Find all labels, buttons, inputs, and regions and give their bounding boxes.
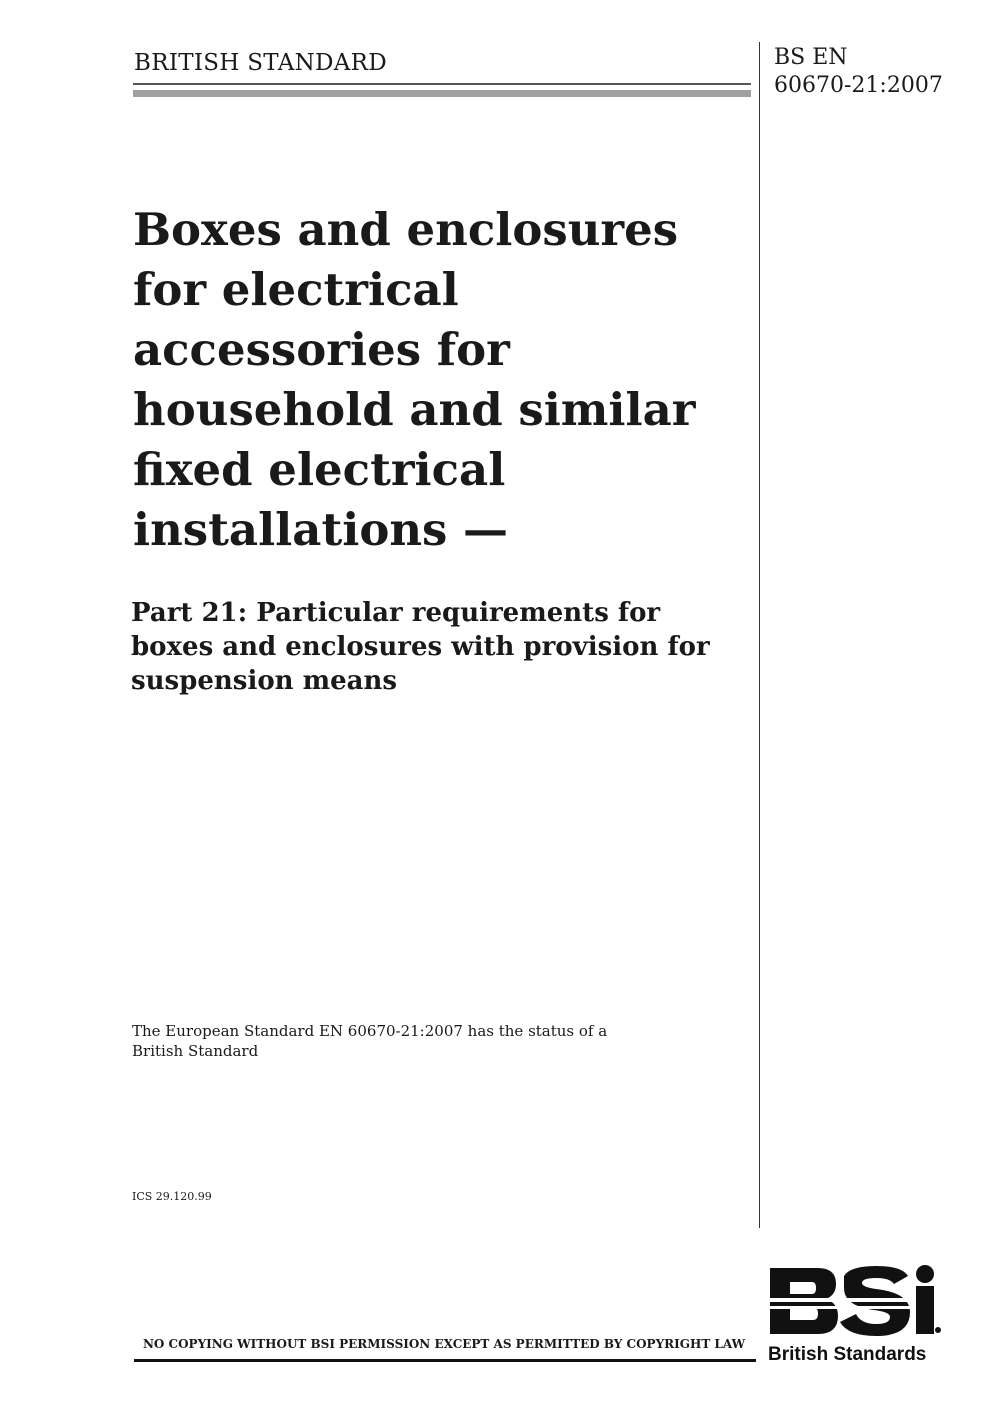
vertical-divider xyxy=(759,42,760,1228)
title-line: installations — xyxy=(133,503,509,556)
title-line: fixed electrical xyxy=(133,443,506,496)
subtitle-line: boxes and enclosures with provision for xyxy=(131,632,710,662)
title-line: accessories for xyxy=(133,323,510,376)
status-note-line: British Standard xyxy=(132,1042,259,1060)
copyright-notice: NO COPYING WITHOUT BSI PERMISSION EXCEPT AS PERMITTED BY COPYRIGHT LAW xyxy=(142,1337,746,1351)
standard-number xyxy=(774,44,974,100)
status-note-line: The European Standard EN 60670-21:2007 has the status of a xyxy=(132,1022,608,1040)
document-title xyxy=(133,200,743,560)
header-label: BRITISH STANDARD xyxy=(134,50,388,76)
logo-caption: British Standards xyxy=(768,1344,927,1365)
standard-number-line-1: BS EN xyxy=(774,45,848,70)
document-subtitle xyxy=(131,596,751,698)
title-line: household and similar xyxy=(133,383,696,436)
subtitle-line: Part 21: Particular requirements for xyxy=(131,598,661,628)
title-line: Boxes and enclosures xyxy=(133,203,679,256)
title-line: for electrical xyxy=(133,263,459,316)
footer-rule xyxy=(134,1359,756,1362)
subtitle-line: suspension means xyxy=(131,666,398,696)
header-rule-thin xyxy=(133,83,751,85)
standard-number-line-2: 60670-21:2007 xyxy=(774,73,943,98)
ics-code: ICS 29.120.99 xyxy=(132,1190,212,1203)
header-rule-thick xyxy=(133,90,751,97)
status-note xyxy=(132,1021,652,1061)
